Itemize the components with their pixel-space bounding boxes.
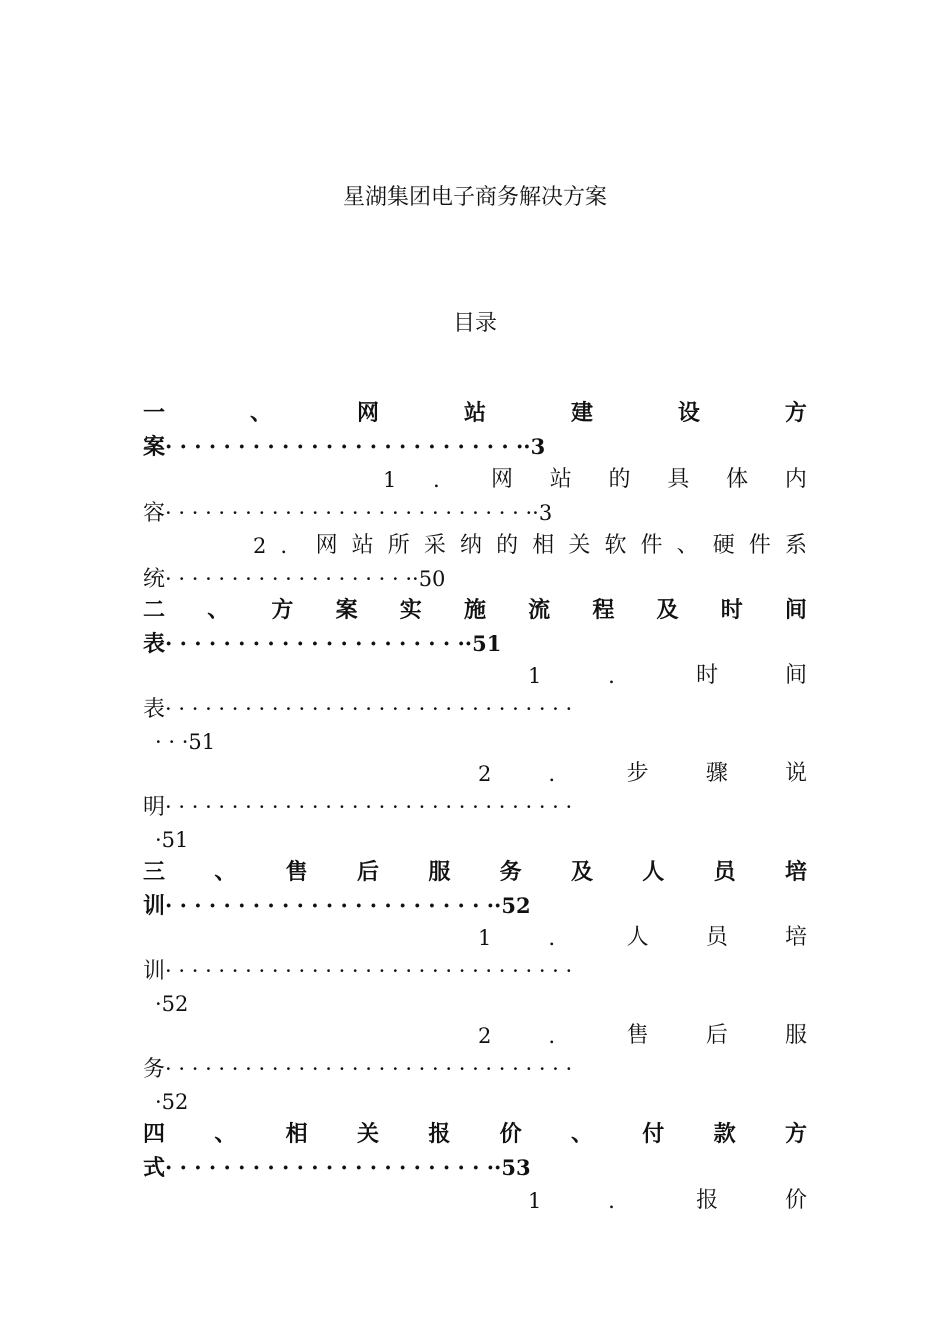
toc-token: ．	[608, 664, 630, 688]
toc-token: 流	[528, 598, 551, 623]
toc-token: 站	[549, 467, 572, 492]
toc-token: 、	[214, 860, 237, 885]
toc-heading: 目录	[452, 311, 497, 336]
toc-leader-dots: · · · · · · · · · · · · · · · · · · · · · · ·	[165, 893, 495, 918]
toc-leader-dots: · · · · · · · · · · · · · · · · · · · · · · · · · · · · · · ·	[165, 959, 573, 983]
toc-entry-line[interactable]	[478, 1020, 807, 1052]
toc-token: 及	[656, 598, 679, 623]
toc-leader-dots: · · · · · · · · · · · · · · · · · · · · · · · · ·	[165, 434, 524, 459]
toc-entry-page-line	[155, 1086, 819, 1118]
toc-token: 及	[570, 860, 593, 885]
toc-entry-leader[interactable]	[143, 1053, 807, 1085]
toc-token: 1	[383, 468, 397, 492]
toc-token: 员	[713, 860, 736, 885]
toc-token: 二	[143, 598, 166, 623]
toc-entry-line[interactable]	[528, 1185, 807, 1217]
toc-token: 报	[696, 1188, 719, 1213]
toc-token: 站	[351, 533, 374, 558]
toc-page-number: ·3	[532, 501, 553, 525]
toc-token: 关	[356, 1122, 379, 1147]
toc-entry-leader[interactable]	[143, 693, 807, 725]
toc-token: 件	[640, 533, 663, 558]
toc-entry-line[interactable]	[383, 464, 807, 496]
toc-entry-leader[interactable]	[143, 1152, 807, 1184]
toc-token: 采	[423, 533, 446, 558]
toc-token: 网	[356, 401, 379, 426]
toc-leader-dots: · · · · · · · · · · · · · · · · · · · · · · · · · · · ·	[165, 501, 533, 525]
toc-entry-page-line	[155, 824, 819, 856]
toc-token: 方	[271, 598, 294, 623]
toc-token: 价	[784, 1188, 807, 1213]
toc-token: 关	[568, 533, 591, 558]
toc-entry-line[interactable]	[143, 398, 807, 430]
toc-token: 四	[143, 1122, 166, 1147]
toc-page-number: ·51	[155, 828, 189, 852]
toc-token: 、	[570, 1122, 593, 1147]
toc-entry-line[interactable]	[143, 1119, 807, 1151]
toc-token: 一	[143, 401, 166, 426]
toc-leader-dots: · · · · · · · · · · · · · · · · · · ·	[165, 567, 413, 591]
toc-token: 、	[676, 533, 699, 558]
toc-token: 2	[478, 762, 492, 786]
toc-token: 站	[463, 401, 486, 426]
toc-page-number: ·52	[155, 1090, 189, 1114]
toc-token: 施	[463, 598, 486, 623]
toc-leader-dots: · · · · · · · · · · · · · · · · · · · · ·	[165, 631, 465, 656]
toc-entry-line[interactable]	[143, 595, 807, 627]
toc-token-tail: 表	[143, 632, 166, 657]
toc-token-tail: 训	[143, 959, 166, 984]
toc-token: 方	[784, 401, 807, 426]
toc-entry-leader[interactable]	[143, 431, 807, 463]
toc-token: 步	[626, 761, 649, 786]
toc-token: ．	[280, 534, 302, 558]
toc-entry-leader[interactable]	[143, 563, 807, 595]
toc-token: 培	[784, 860, 807, 885]
toc-token-tail: 务	[143, 1057, 166, 1082]
toc-token-tail: 案	[143, 435, 166, 460]
toc-token: ．	[433, 468, 455, 492]
toc-leader-dots: · · · · · · · · · · · · · · · · · · · · · · ·	[165, 1155, 495, 1180]
toc-entry-line[interactable]	[143, 857, 807, 889]
toc-entry-page-line	[155, 726, 819, 758]
toc-token: 报	[428, 1122, 451, 1147]
toc-token-tail: 明	[143, 795, 166, 820]
toc-token: 服	[784, 1023, 807, 1048]
toc-token: 系	[784, 533, 807, 558]
toc-token: 的	[496, 533, 519, 558]
toc-page-number: · · ·51	[155, 730, 216, 754]
toc-token: 1	[528, 664, 542, 688]
toc-token: 人	[626, 925, 649, 950]
toc-token: 间	[784, 663, 807, 688]
toc-token: 1	[528, 1189, 542, 1213]
toc-token: 人	[642, 860, 665, 885]
toc-token: 体	[726, 467, 749, 492]
toc-token: 件	[748, 533, 771, 558]
toc-page-number: ·53	[494, 1155, 531, 1180]
toc-leader-dots: · · · · · · · · · · · · · · · · · · · · · · · · · · · · · · ·	[165, 697, 573, 721]
toc-page-number: ·51	[464, 631, 502, 656]
toc-token: 三	[143, 860, 166, 885]
toc-token: 相	[285, 1122, 308, 1147]
toc-token: 纳	[460, 533, 483, 558]
toc-token: 款	[713, 1122, 736, 1147]
document-title: 星湖集团电子商务解决方案	[342, 185, 607, 210]
toc-token: 价	[499, 1122, 522, 1147]
toc-token: 骤	[705, 761, 728, 786]
toc-token: 相	[532, 533, 555, 558]
toc-token-tail: 表	[143, 697, 166, 722]
toc-token: 网	[490, 467, 513, 492]
toc-token: 案	[335, 598, 358, 623]
toc-entry-line[interactable]	[528, 660, 807, 692]
toc-token: 说	[784, 761, 807, 786]
toc-leader-dots: · · · · · · · · · · · · · · · · · · · · · · · · · · · · · · ·	[165, 1057, 573, 1081]
toc-token: 服	[428, 860, 451, 885]
toc-token: 务	[499, 860, 522, 885]
toc-entry-leader[interactable]	[143, 890, 807, 922]
toc-entry-leader[interactable]	[143, 628, 807, 660]
toc-token: 具	[667, 467, 690, 492]
toc-token: 、	[249, 401, 272, 426]
toc-entry-leader[interactable]	[143, 497, 807, 529]
toc-entry-leader[interactable]	[143, 955, 807, 987]
toc-token: ．	[548, 762, 570, 786]
toc-token: 1	[478, 926, 492, 950]
toc-token: 建	[570, 401, 593, 426]
toc-token: 设	[677, 401, 700, 426]
toc-leader-dots: · · · · · · · · · · · · · · · · · · · · · · · · · · · · · · ·	[165, 795, 573, 819]
toc-token: ．	[608, 1189, 630, 1213]
toc-token-tail: 式	[143, 1156, 166, 1181]
toc-token: 售	[626, 1023, 649, 1048]
toc-page-number: ·52	[494, 893, 531, 918]
toc-token: 所	[387, 533, 410, 558]
toc-entry-line[interactable]	[478, 758, 807, 790]
toc-token-tail: 统	[143, 567, 166, 592]
toc-token: 2	[253, 534, 267, 558]
toc-token: 后	[356, 860, 379, 885]
toc-token: 软	[604, 533, 627, 558]
toc-token: 网	[315, 533, 338, 558]
toc-entry-line[interactable]	[478, 922, 807, 954]
toc-token: 间	[784, 598, 807, 623]
toc-token: 售	[285, 860, 308, 885]
toc-page-number: ·3	[523, 434, 546, 459]
toc-token: 、	[214, 1122, 237, 1147]
toc-entry-page-line	[155, 988, 819, 1020]
toc-token: ．	[548, 1024, 570, 1048]
toc-token: 2	[478, 1024, 492, 1048]
toc-token: 的	[608, 467, 631, 492]
toc-token: 内	[784, 467, 807, 492]
toc-token: 付	[642, 1122, 665, 1147]
toc-token: 时	[720, 598, 743, 623]
toc-token: ．	[548, 926, 570, 950]
toc-token-tail: 容	[143, 501, 166, 526]
toc-token: 员	[705, 925, 728, 950]
toc-token: 后	[705, 1023, 728, 1048]
toc-page-number: ·52	[155, 992, 189, 1016]
toc-token: 、	[207, 598, 230, 623]
toc-token: 时	[696, 663, 719, 688]
toc-token: 培	[784, 925, 807, 950]
toc-token: 实	[399, 598, 422, 623]
toc-token: 硬	[712, 533, 735, 558]
toc-token-tail: 训	[143, 894, 166, 919]
toc-entry-leader[interactable]	[143, 791, 807, 823]
toc-page-number: ·50	[412, 567, 446, 591]
toc-entry-line[interactable]	[253, 530, 807, 562]
toc-token: 方	[784, 1122, 807, 1147]
toc-token: 程	[592, 598, 615, 623]
